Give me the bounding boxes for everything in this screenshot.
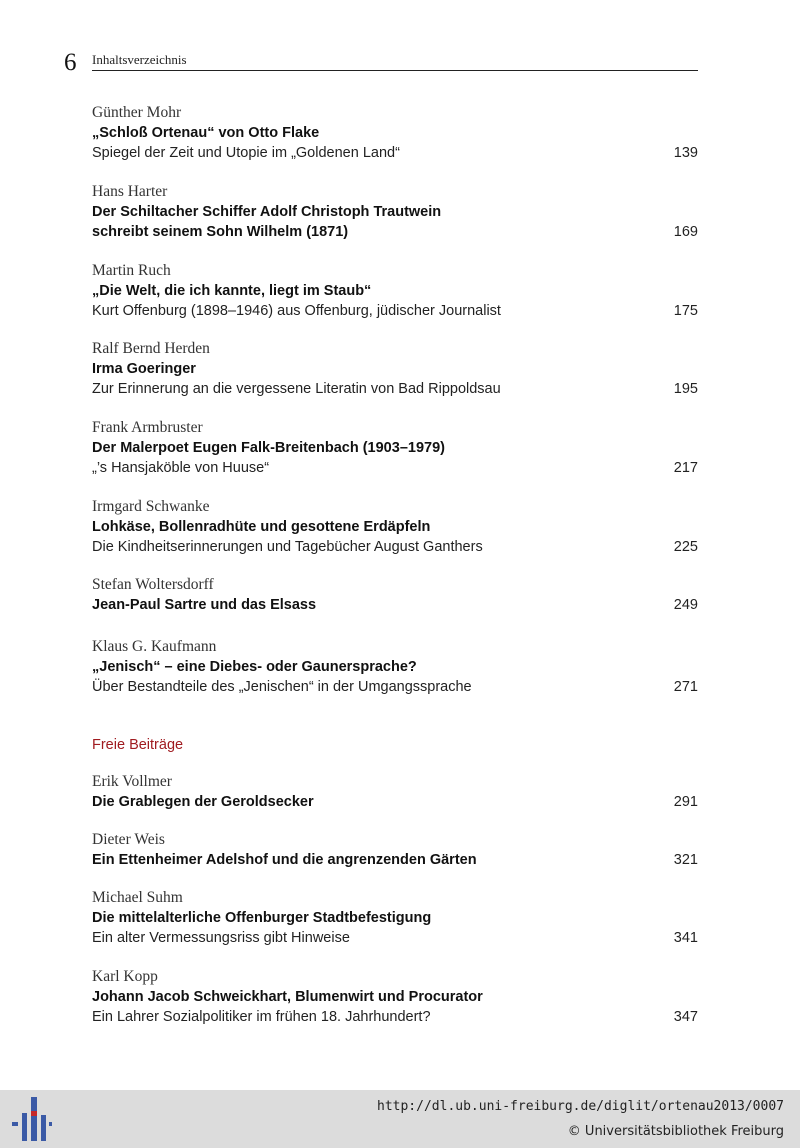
- toc-entry: [92, 637, 698, 697]
- toc-entry: [92, 575, 698, 615]
- entry-author: Ralf Bernd Herden: [92, 340, 210, 357]
- toc-entry: [92, 261, 698, 321]
- entry-page: 169: [673, 224, 698, 240]
- entry-subtitle: Ein alter Vermessungsriss gibt Hinweise: [92, 930, 350, 946]
- entry-page: 225: [673, 539, 698, 555]
- entry-author: Stefan Woltersdorff: [92, 576, 214, 593]
- toc-entry: [92, 888, 698, 948]
- entry-subtitle: „’s Hansjaköble von Huuse“: [92, 460, 270, 476]
- entry-title: Ein Ettenheimer Adelshof und die angrenzenden Gärten: [92, 852, 477, 868]
- toc-entry: [92, 830, 698, 870]
- toc-entry: [92, 497, 698, 557]
- footer-url-link[interactable]: http://dl.ub.uni-freiburg.de/diglit/ortenau2013/0007: [377, 1099, 784, 1114]
- entry-author: Irmgard Schwanke: [92, 498, 210, 515]
- entry-author: Michael Suhm: [92, 889, 183, 906]
- section-heading: Freie Beiträge: [92, 737, 184, 753]
- running-head: Inhaltsverzeichnis: [92, 52, 187, 67]
- entry-page: 217: [673, 460, 698, 476]
- entry-author: Hans Harter: [92, 183, 168, 200]
- entry-author: Klaus G. Kaufmann: [92, 638, 217, 655]
- entry-subtitle: Ein Lahrer Sozialpolitiker im frühen 18. Jahrhundert?: [92, 1009, 431, 1025]
- toc-entry: [92, 772, 698, 812]
- entry-subtitle: Die Kindheitserinnerungen und Tagebücher August Ganthers: [92, 539, 483, 555]
- entry-page: 321: [673, 852, 698, 868]
- toc-entry: [92, 418, 698, 478]
- entry-title: Die mittelalterliche Offenburger Stadtbefestigung: [92, 910, 432, 926]
- toc-entry: [92, 967, 698, 1027]
- toc-entry: [92, 103, 698, 163]
- entry-title: „Jenisch“ – eine Diebes- oder Gaunersprache?: [92, 659, 417, 675]
- header-rule: [92, 70, 698, 71]
- entry-author: Karl Kopp: [92, 968, 158, 985]
- entry-subtitle: Zur Erinnerung an die vergessene Literatin von Bad Rippoldsau: [92, 381, 501, 397]
- entry-author: Günther Mohr: [92, 104, 182, 121]
- entry-subtitle: Spiegel der Zeit und Utopie im „Goldenen Land“: [92, 145, 400, 161]
- footer-copyright: © Universitätsbibliothek Freiburg: [567, 1124, 784, 1139]
- entry-title: Irma Goeringer: [92, 361, 196, 377]
- entry-title: „Die Welt, die ich kannte, liegt im Staub“: [92, 283, 372, 299]
- toc-entry: [92, 182, 698, 242]
- entry-page: 347: [673, 1009, 698, 1025]
- entry-page: 139: [673, 145, 698, 161]
- entry-title-continued: schreibt seinem Sohn Wilhelm (1871): [92, 224, 349, 240]
- entry-author: Dieter Weis: [92, 831, 165, 848]
- entry-page: 195: [673, 381, 698, 397]
- entry-author: Erik Vollmer: [92, 773, 172, 790]
- entry-subtitle: Über Bestandteile des „Jenischen“ in der Umgangssprache: [92, 679, 472, 695]
- toc-entry: [92, 339, 698, 399]
- entry-page: 271: [673, 679, 698, 695]
- entry-page: 291: [673, 794, 698, 810]
- entry-author: Frank Armbruster: [92, 419, 203, 436]
- entry-title: Lohkäse, Bollenradhüte und gesottene Erdäpfeln: [92, 519, 431, 535]
- entry-page: 249: [673, 597, 698, 613]
- entry-title: Jean-Paul Sartre und das Elsass: [92, 597, 317, 613]
- entry-page: 175: [673, 303, 698, 319]
- page-number: 6: [64, 49, 77, 76]
- footer-bar: [0, 1090, 800, 1148]
- entry-title: Johann Jacob Schweickhart, Blumenwirt und Procurator: [92, 989, 483, 1005]
- ub-freiburg-logo-icon[interactable]: [12, 1097, 52, 1141]
- entry-subtitle: Kurt Offenburg (1898–1946) aus Offenburg, jüdischer Journalist: [92, 303, 501, 319]
- entry-page: 341: [673, 930, 698, 946]
- entry-title: Der Schiltacher Schiffer Adolf Christoph Trautwein: [92, 204, 442, 220]
- entry-title: „Schloß Ortenau“ von Otto Flake: [92, 125, 320, 141]
- entry-title: Der Malerpoet Eugen Falk-Breitenbach (1903–1979): [92, 440, 445, 456]
- entry-author: Martin Ruch: [92, 262, 171, 279]
- entry-title: Die Grablegen der Geroldsecker: [92, 794, 314, 810]
